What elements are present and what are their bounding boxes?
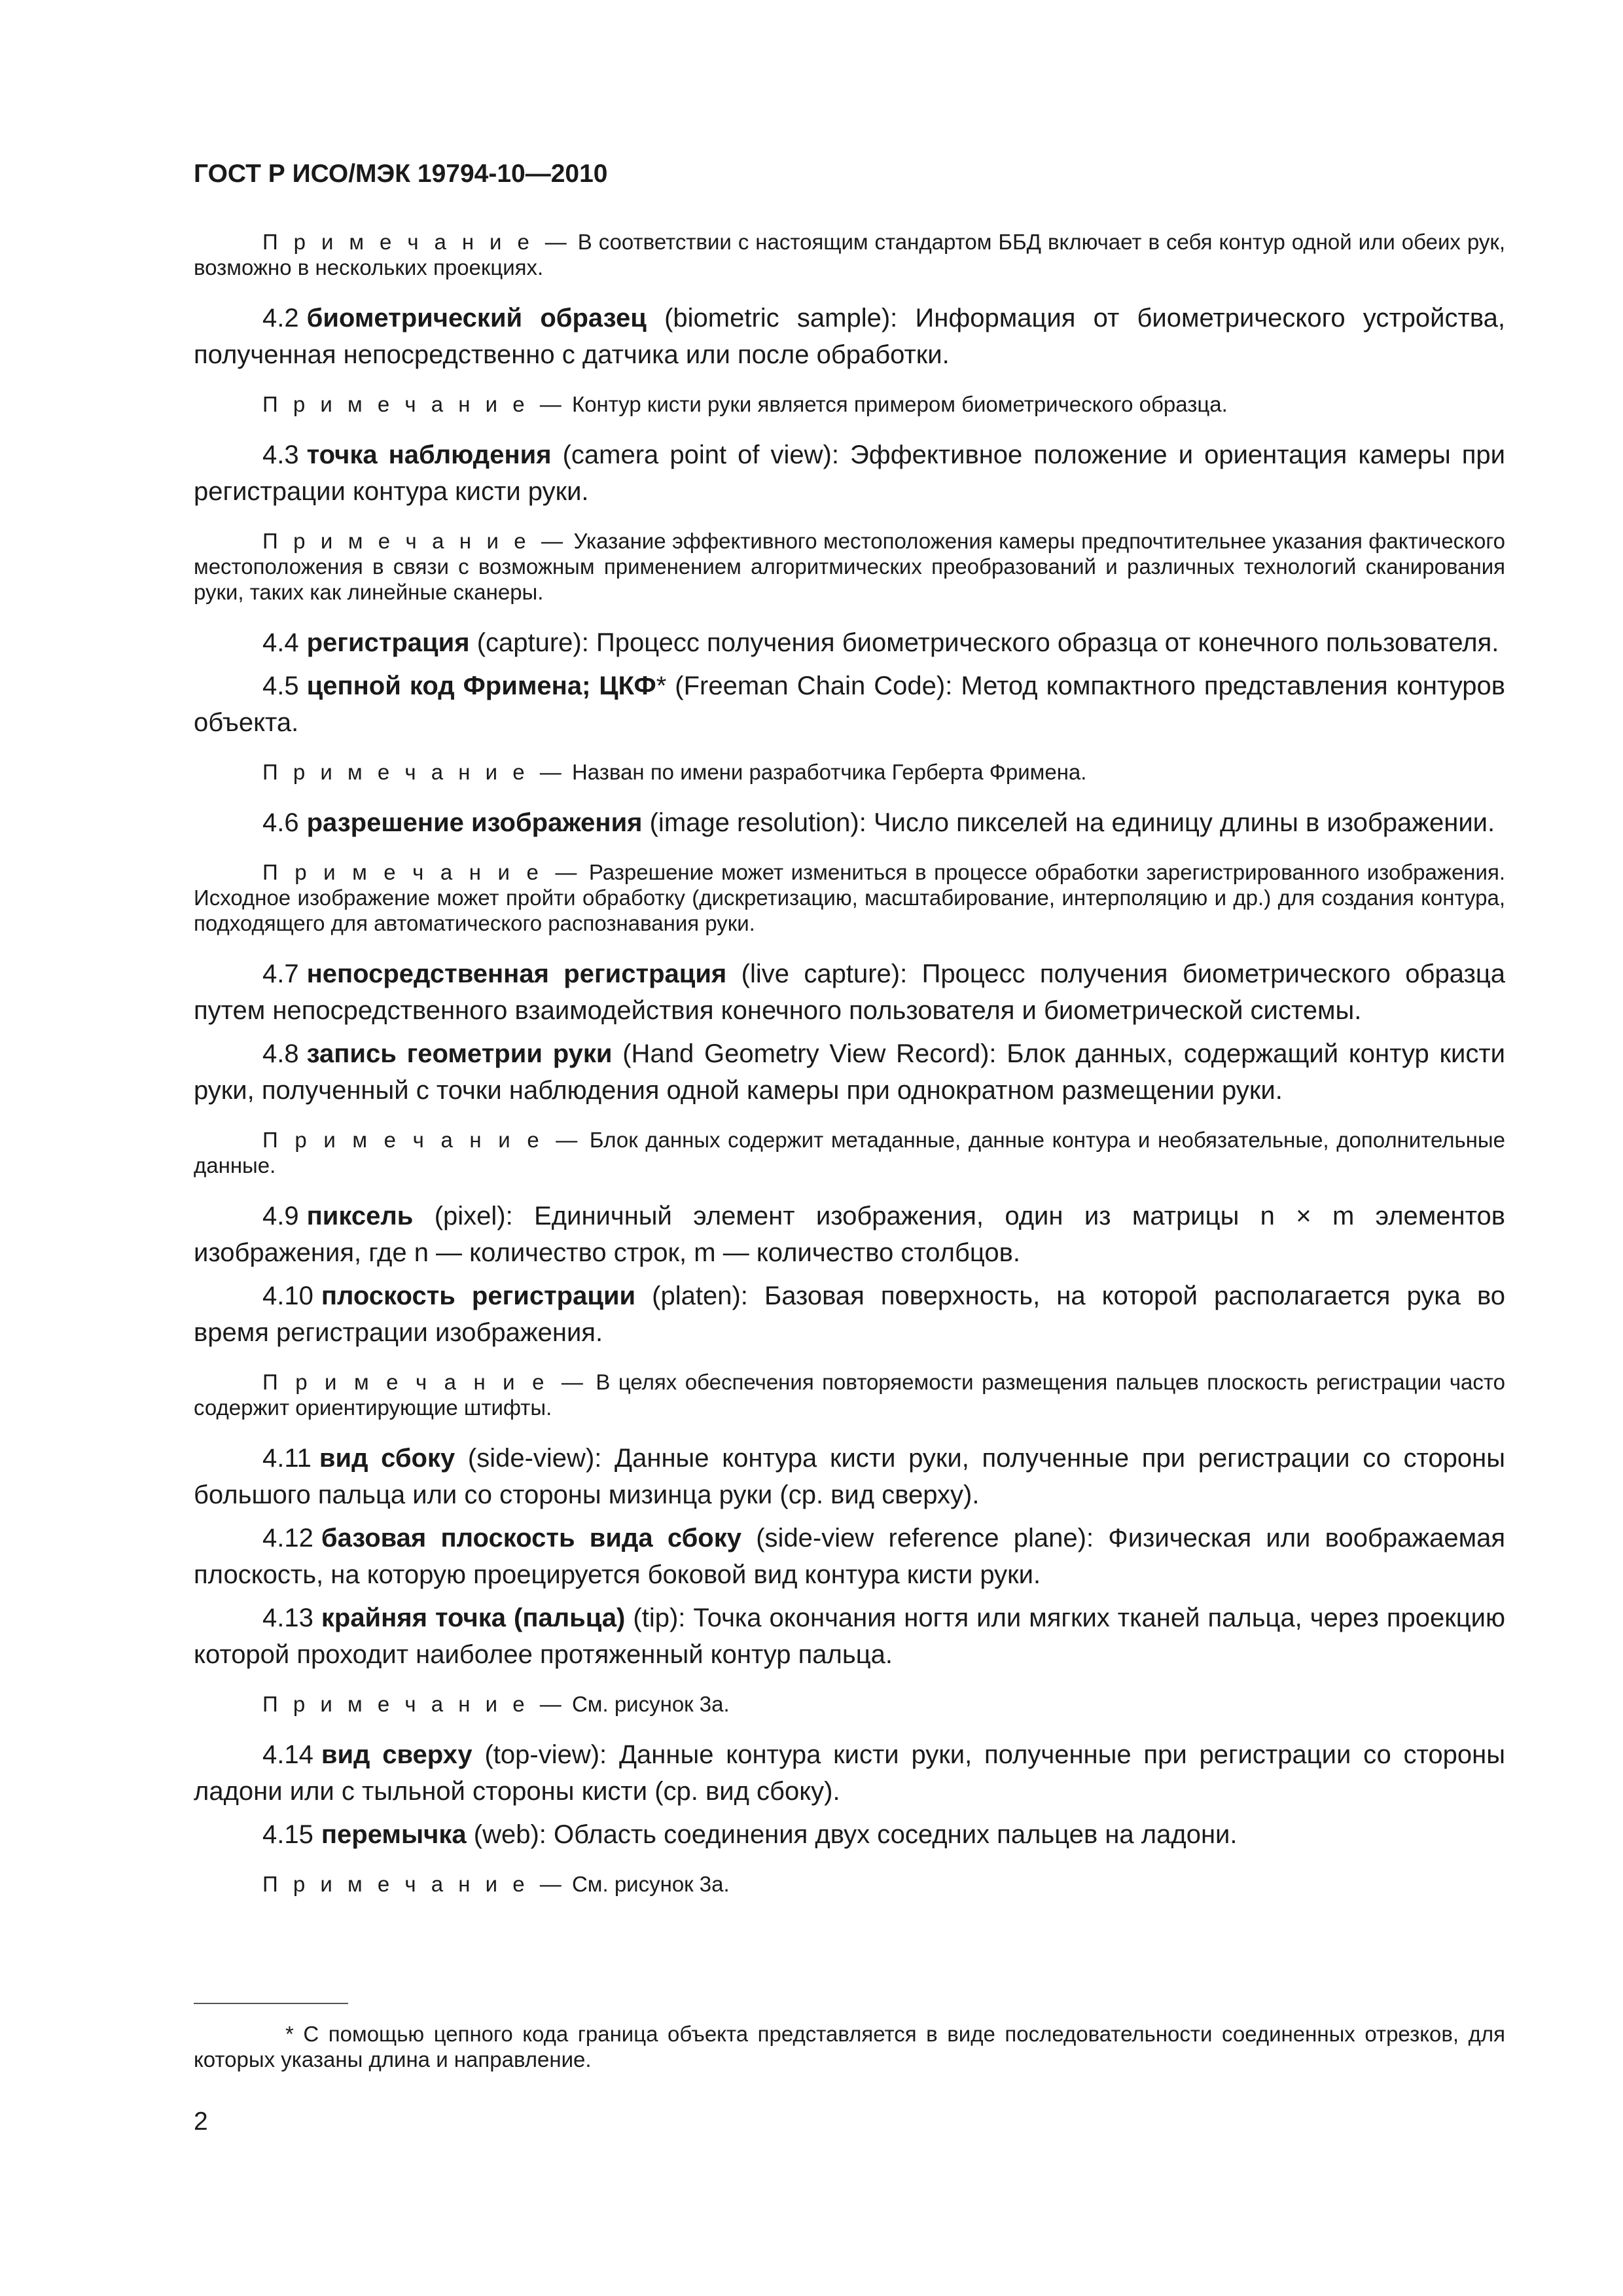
term-definition: [194, 804, 1505, 841]
term-text: (biometric sample): Информация от биометрического устройства, полученная непосредственно с датчика или после обработки.: [194, 304, 1505, 369]
note-paragraph: [194, 1871, 1505, 1897]
term-name: цепной код Фримена; ЦКФ: [306, 672, 656, 700]
term-number: 4.8: [262, 1039, 299, 1068]
note-text: Блок данных содержит метаданные, данные контура и необязательные, дополнительные данные.: [194, 1128, 1505, 1177]
note-label: П р и м е ч а н и е —: [262, 860, 582, 884]
term-number: 4.5: [262, 672, 299, 700]
note-label: П р и м е ч а н и е —: [262, 392, 566, 416]
note-paragraph: [194, 1369, 1505, 1420]
term-name: крайняя точка (пальца): [321, 1604, 626, 1632]
term-number: 4.15: [262, 1820, 313, 1849]
term-number: 4.14: [262, 1740, 313, 1769]
term-number: 4.9: [262, 1202, 299, 1230]
note-paragraph: [194, 759, 1505, 785]
term-text: (side-view reference plane): Физическая или воображаемая плоскость, на которую проецируется боковой вид контура кисти руки.: [194, 1524, 1505, 1589]
term-text: * (Freeman Chain Code): Метод компактного представления контуров объекта.: [194, 672, 1506, 737]
term-name: разрешение изображения: [306, 808, 643, 837]
footnote: * С помощью цепного кода граница объекта представляется в виде последовательности соединенных отрезков, для которых указаны длина и направление.: [194, 2022, 1505, 2072]
note-text: Контур кисти руки является примером биометрического образца.: [565, 392, 1228, 416]
note-paragraph: [194, 229, 1505, 280]
term-name: регистрация: [306, 628, 470, 657]
term-name: биометрический образец: [306, 304, 647, 332]
term-number: 4.3: [262, 440, 299, 469]
note-label: П р и м е ч а н и е —: [262, 1872, 566, 1896]
note-paragraph: [194, 528, 1505, 605]
footnote-divider: [194, 2003, 348, 2004]
note-label: П р и м е ч а н и е —: [262, 230, 571, 254]
term-text: (image resolution): Число пикселей на единицу длины в изображении.: [642, 808, 1495, 837]
document-header: ГОСТ Р ИСО/МЭК 19794-10—2010: [194, 160, 608, 188]
term-definition: [194, 1600, 1505, 1673]
term-text: (top-view): Данные контура кисти руки, полученные при регистрации со стороны ладони или с тыльной стороны кисти (ср. вид сбоку).: [194, 1740, 1506, 1806]
term-number: 4.13: [262, 1604, 313, 1632]
term-definition: [194, 300, 1505, 373]
term-text: (side-view): Данные контура кисти руки, полученные при регистрации со стороны большого пальца или со стороны мизинца руки (ср. вид сверху).: [194, 1444, 1505, 1509]
term-text: (camera point of view): Эффективное положение и ориентация камеры при регистрации контура кисти руки.: [194, 440, 1505, 506]
note-label: П р и м е ч а н и е —: [262, 1370, 588, 1394]
note-label: П р и м е ч а н и е —: [262, 760, 566, 784]
note-label: П р и м е ч а н и е —: [262, 529, 568, 553]
note-label: П р и м е ч а н и е —: [262, 1692, 566, 1716]
term-definition: [194, 1440, 1505, 1513]
note-text: См. рисунок 3а.: [565, 1692, 730, 1716]
note-text: См. рисунок 3а.: [565, 1872, 730, 1896]
page-number: 2: [194, 2108, 208, 2136]
term-number: 4.12: [262, 1524, 313, 1552]
term-definition: [194, 1278, 1505, 1351]
term-name: пиксель: [306, 1202, 414, 1230]
term-text: (tip): Точка окончания ногтя или мягких тканей пальца, через проекцию которой проходит наиболее протяженный контур пальца.: [194, 1604, 1506, 1669]
term-name: перемычка: [321, 1820, 467, 1849]
note-text: Разрешение может измениться в процессе обработки зарегистрированного изображения. Исходное изображение может пройти обработку (дискретизацию, масштабирование, интерполяцию и др.) для создания контура, подходящего для автоматического распознавания руки.: [194, 860, 1505, 935]
note-paragraph: [194, 1691, 1505, 1717]
term-name: запись геометрии руки: [306, 1039, 613, 1068]
term-number: 4.2: [262, 304, 299, 332]
term-text: (capture): Процесс получения биометрического образца от конечного пользователя.: [469, 628, 1499, 657]
term-number: 4.7: [262, 960, 299, 988]
term-definition: [194, 1198, 1505, 1271]
term-text: (Hand Geometry View Record): Блок данных, содержащий контур кисти руки, полученный с точки наблюдения одной камеры при однократном размещении руки.: [194, 1039, 1505, 1105]
term-text: (web): Область соединения двух соседних пальцев на ладони.: [466, 1820, 1238, 1849]
term-number: 4.11: [262, 1444, 312, 1473]
term-definition: [194, 956, 1505, 1029]
term-name: базовая плоскость вида сбоку: [321, 1524, 741, 1552]
note-paragraph: [194, 1127, 1505, 1178]
term-definition: [194, 668, 1505, 741]
term-number: 4.6: [262, 808, 299, 837]
term-text: (live capture): Процесс получения биометрического образца путем непосредственного взаимодействия конечного пользователя и биометрической системы.: [194, 960, 1505, 1025]
note-paragraph: [194, 391, 1505, 417]
term-definition: [194, 437, 1505, 510]
term-text: (platen): Базовая поверхность, на которой располагается рука во время регистрации изображения.: [194, 1282, 1505, 1347]
term-definition: [194, 1035, 1505, 1109]
term-name: вид сбоку: [319, 1444, 455, 1473]
note-text: Указание эффективного местоположения камеры предпочтительнее указания фактического местоположения в связи с возможным применением алгоритмических преобразований и различных технологий сканирования руки, таких как линейные сканеры.: [194, 529, 1506, 604]
term-text: (pixel): Единичный элемент изображения, один из матрицы n × m элементов изображения, где n — количество строк, m — количество столбцов.: [194, 1202, 1505, 1267]
term-definition: [194, 624, 1505, 661]
term-name: вид сверху: [321, 1740, 473, 1769]
term-name: непосредственная регистрация: [306, 960, 727, 988]
note-text: Назван по имени разработчика Герберта Фримена.: [565, 760, 1087, 784]
document-body: [194, 229, 1505, 1916]
note-text: В целях обеспечения повторяемости размещения пальцев плоскость регистрации часто содержит ориентирующие штифты.: [194, 1370, 1505, 1420]
term-name: точка наблюдения: [306, 440, 552, 469]
note-paragraph: [194, 859, 1505, 936]
term-definition: [194, 1816, 1505, 1853]
note-label: П р и м е ч а н и е —: [262, 1128, 582, 1152]
term-name: плоскость регистрации: [321, 1282, 636, 1310]
term-definition: [194, 1520, 1505, 1593]
term-number: 4.10: [262, 1282, 313, 1310]
note-text: В соответствии с настоящим стандартом ББД включает в себя контур одной или обеих рук, возможно в нескольких проекциях.: [194, 230, 1505, 279]
term-definition: [194, 1736, 1505, 1810]
term-number: 4.4: [262, 628, 299, 657]
